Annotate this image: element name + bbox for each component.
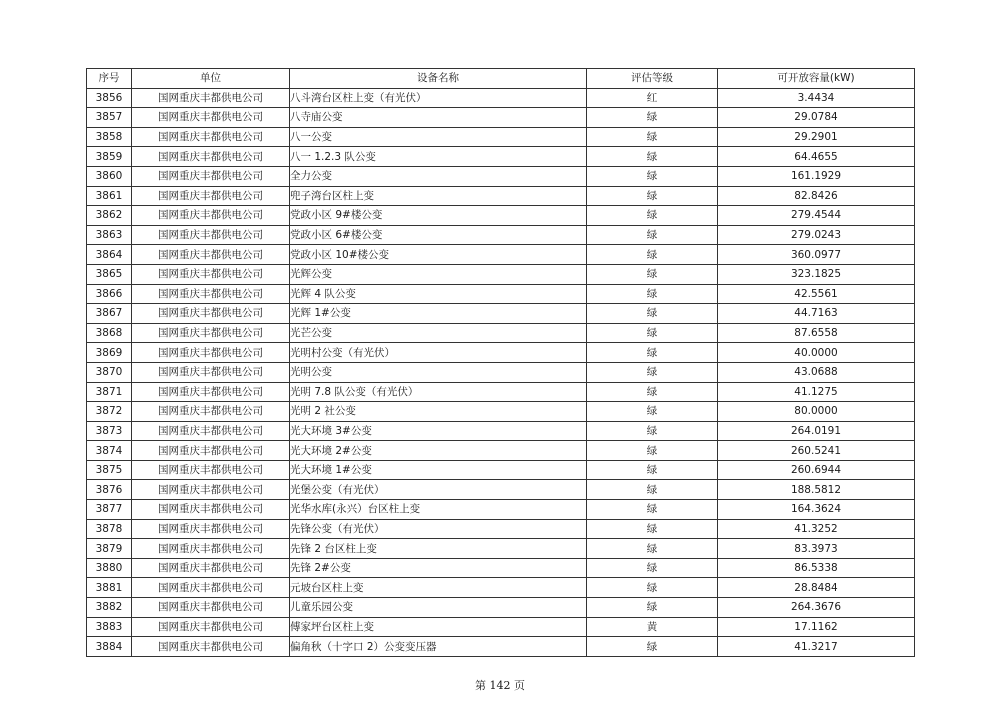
cell-grade: 绿: [587, 441, 718, 461]
cell-capacity: 40.0000: [718, 343, 915, 363]
table-row: [87, 500, 915, 520]
table-row: [87, 460, 915, 480]
cell-unit: 国网重庆丰都供电公司: [132, 166, 290, 186]
cell-unit: 国网重庆丰都供电公司: [132, 500, 290, 520]
cell-device-name: 光堡公变（有光伏）: [290, 480, 587, 500]
cell-unit: 国网重庆丰都供电公司: [132, 382, 290, 402]
cell-unit: 国网重庆丰都供电公司: [132, 598, 290, 618]
cell-capacity: 29.0784: [718, 108, 915, 128]
cell-grade: 绿: [587, 578, 718, 598]
table-row: [87, 441, 915, 461]
cell-capacity: 41.3252: [718, 519, 915, 539]
cell-no: 3880: [87, 558, 132, 578]
cell-capacity: 279.0243: [718, 225, 915, 245]
table-row: [87, 264, 915, 284]
page-number: 第 142 页: [475, 679, 525, 692]
table-row: [87, 382, 915, 402]
cell-capacity: 279.4544: [718, 206, 915, 226]
cell-device-name: 光辉 1#公变: [290, 304, 587, 324]
cell-device-name: 光明村公变（有光伏）: [290, 343, 587, 363]
cell-device-name: 八寺庙公变: [290, 108, 587, 128]
cell-unit: 国网重庆丰都供电公司: [132, 637, 290, 657]
cell-device-name: 全力公变: [290, 166, 587, 186]
cell-grade: 绿: [587, 186, 718, 206]
cell-no: 3872: [87, 402, 132, 422]
table-header-row: [87, 69, 915, 89]
table-row: [87, 127, 915, 147]
table-row: [87, 519, 915, 539]
cell-capacity: 83.3973: [718, 539, 915, 559]
cell-no: 3858: [87, 127, 132, 147]
cell-unit: 国网重庆丰都供电公司: [132, 304, 290, 324]
cell-no: 3878: [87, 519, 132, 539]
cell-no: 3857: [87, 108, 132, 128]
table-row: [87, 206, 915, 226]
cell-unit: 国网重庆丰都供电公司: [132, 225, 290, 245]
table-row: [87, 402, 915, 422]
table-row: [87, 578, 915, 598]
table-row: [87, 558, 915, 578]
cell-unit: 国网重庆丰都供电公司: [132, 460, 290, 480]
cell-grade: 绿: [587, 637, 718, 657]
cell-no: 3875: [87, 460, 132, 480]
header-grade: 评估等级: [587, 69, 718, 89]
cell-no: 3862: [87, 206, 132, 226]
cell-grade: 绿: [587, 323, 718, 343]
cell-grade: 绿: [587, 225, 718, 245]
table-row: [87, 284, 915, 304]
cell-device-name: 光明 7.8 队公变（有光伏）: [290, 382, 587, 402]
cell-no: 3859: [87, 147, 132, 167]
cell-unit: 国网重庆丰都供电公司: [132, 88, 290, 108]
cell-grade: 绿: [587, 382, 718, 402]
cell-device-name: 党政小区 6#楼公变: [290, 225, 587, 245]
cell-unit: 国网重庆丰都供电公司: [132, 421, 290, 441]
table-row: [87, 186, 915, 206]
table-row: [87, 225, 915, 245]
cell-device-name: 党政小区 9#楼公变: [290, 206, 587, 226]
cell-no: 3866: [87, 284, 132, 304]
cell-grade: 绿: [587, 421, 718, 441]
table-row: [87, 362, 915, 382]
cell-no: 3860: [87, 166, 132, 186]
cell-device-name: 光芒公变: [290, 323, 587, 343]
cell-grade: 绿: [587, 500, 718, 520]
cell-capacity: 80.0000: [718, 402, 915, 422]
cell-unit: 国网重庆丰都供电公司: [132, 127, 290, 147]
cell-grade: 绿: [587, 127, 718, 147]
cell-capacity: 260.6944: [718, 460, 915, 480]
cell-capacity: 43.0688: [718, 362, 915, 382]
cell-no: 3881: [87, 578, 132, 598]
cell-capacity: 87.6558: [718, 323, 915, 343]
cell-no: 3870: [87, 362, 132, 382]
cell-capacity: 82.8426: [718, 186, 915, 206]
cell-grade: 绿: [587, 166, 718, 186]
table-row: [87, 617, 915, 637]
cell-no: 3879: [87, 539, 132, 559]
cell-no: 3861: [87, 186, 132, 206]
cell-unit: 国网重庆丰都供电公司: [132, 539, 290, 559]
cell-unit: 国网重庆丰都供电公司: [132, 147, 290, 167]
cell-unit: 国网重庆丰都供电公司: [132, 402, 290, 422]
table-body: [87, 88, 915, 656]
cell-grade: 绿: [587, 480, 718, 500]
cell-grade: 红: [587, 88, 718, 108]
cell-unit: 国网重庆丰都供电公司: [132, 519, 290, 539]
table-row: [87, 480, 915, 500]
cell-unit: 国网重庆丰都供电公司: [132, 558, 290, 578]
table-row: [87, 421, 915, 441]
cell-capacity: 323.1825: [718, 264, 915, 284]
cell-no: 3865: [87, 264, 132, 284]
cell-unit: 国网重庆丰都供电公司: [132, 264, 290, 284]
cell-capacity: 42.5561: [718, 284, 915, 304]
header-no: 序号: [87, 69, 132, 89]
cell-grade: 绿: [587, 598, 718, 618]
cell-no: 3869: [87, 343, 132, 363]
cell-unit: 国网重庆丰都供电公司: [132, 206, 290, 226]
cell-grade: 绿: [587, 304, 718, 324]
cell-capacity: 260.5241: [718, 441, 915, 461]
cell-device-name: 兜子湾台区柱上变: [290, 186, 587, 206]
cell-grade: 绿: [587, 264, 718, 284]
cell-device-name: 光明 2 社公变: [290, 402, 587, 422]
cell-device-name: 先锋公变（有光伏）: [290, 519, 587, 539]
cell-capacity: 28.8484: [718, 578, 915, 598]
header-unit: 单位: [132, 69, 290, 89]
table-row: [87, 166, 915, 186]
cell-grade: 绿: [587, 402, 718, 422]
table-row: [87, 323, 915, 343]
table-row: [87, 147, 915, 167]
header-device: 设备名称: [290, 69, 587, 89]
capacity-table: [86, 68, 915, 657]
table-row: [87, 598, 915, 618]
cell-grade: 黄: [587, 617, 718, 637]
cell-grade: 绿: [587, 539, 718, 559]
cell-no: 3876: [87, 480, 132, 500]
cell-grade: 绿: [587, 343, 718, 363]
table-row: [87, 245, 915, 265]
cell-capacity: 41.3217: [718, 637, 915, 657]
table-row: [87, 88, 915, 108]
cell-grade: 绿: [587, 206, 718, 226]
cell-unit: 国网重庆丰都供电公司: [132, 343, 290, 363]
cell-unit: 国网重庆丰都供电公司: [132, 362, 290, 382]
cell-capacity: 86.5338: [718, 558, 915, 578]
cell-no: 3867: [87, 304, 132, 324]
table-row: [87, 304, 915, 324]
cell-capacity: 29.2901: [718, 127, 915, 147]
cell-device-name: 八一 1.2.3 队公变: [290, 147, 587, 167]
cell-unit: 国网重庆丰都供电公司: [132, 245, 290, 265]
cell-capacity: 164.3624: [718, 500, 915, 520]
cell-grade: 绿: [587, 558, 718, 578]
cell-device-name: 傅家坪台区柱上变: [290, 617, 587, 637]
cell-unit: 国网重庆丰都供电公司: [132, 480, 290, 500]
cell-no: 3871: [87, 382, 132, 402]
cell-capacity: 161.1929: [718, 166, 915, 186]
cell-no: 3868: [87, 323, 132, 343]
cell-no: 3856: [87, 88, 132, 108]
cell-grade: 绿: [587, 519, 718, 539]
cell-no: 3873: [87, 421, 132, 441]
cell-grade: 绿: [587, 362, 718, 382]
cell-device-name: 光辉公变: [290, 264, 587, 284]
cell-device-name: 光明公变: [290, 362, 587, 382]
cell-no: 3874: [87, 441, 132, 461]
cell-capacity: 41.1275: [718, 382, 915, 402]
cell-device-name: 党政小区 10#楼公变: [290, 245, 587, 265]
cell-unit: 国网重庆丰都供电公司: [132, 284, 290, 304]
cell-no: 3863: [87, 225, 132, 245]
cell-capacity: 64.4655: [718, 147, 915, 167]
cell-capacity: 17.1162: [718, 617, 915, 637]
cell-device-name: 先锋 2 台区柱上变: [290, 539, 587, 559]
cell-no: 3864: [87, 245, 132, 265]
cell-device-name: 光华水库(永兴）台区柱上变: [290, 500, 587, 520]
cell-no: 3877: [87, 500, 132, 520]
cell-unit: 国网重庆丰都供电公司: [132, 108, 290, 128]
cell-device-name: 光辉 4 队公变: [290, 284, 587, 304]
cell-device-name: 元坡台区柱上变: [290, 578, 587, 598]
cell-device-name: 儿童乐园公变: [290, 598, 587, 618]
cell-grade: 绿: [587, 108, 718, 128]
cell-no: 3883: [87, 617, 132, 637]
cell-unit: 国网重庆丰都供电公司: [132, 578, 290, 598]
cell-no: 3882: [87, 598, 132, 618]
table-row: [87, 539, 915, 559]
cell-device-name: 先锋 2#公变: [290, 558, 587, 578]
cell-device-name: 光大环境 1#公变: [290, 460, 587, 480]
cell-capacity: 3.4434: [718, 88, 915, 108]
cell-grade: 绿: [587, 284, 718, 304]
header-capacity: 可开放容量(kW): [718, 69, 915, 89]
table-row: [87, 637, 915, 657]
cell-device-name: 偏角秋（十字口 2）公变变压器: [290, 637, 587, 657]
cell-capacity: 264.3676: [718, 598, 915, 618]
cell-unit: 国网重庆丰都供电公司: [132, 323, 290, 343]
cell-device-name: 八斗湾台区柱上变（有光伏）: [290, 88, 587, 108]
cell-grade: 绿: [587, 147, 718, 167]
cell-device-name: 光大环境 3#公变: [290, 421, 587, 441]
cell-capacity: 360.0977: [718, 245, 915, 265]
cell-device-name: 光大环境 2#公变: [290, 441, 587, 461]
table-row: [87, 343, 915, 363]
cell-unit: 国网重庆丰都供电公司: [132, 186, 290, 206]
cell-capacity: 44.7163: [718, 304, 915, 324]
cell-grade: 绿: [587, 460, 718, 480]
cell-unit: 国网重庆丰都供电公司: [132, 617, 290, 637]
cell-grade: 绿: [587, 245, 718, 265]
table-row: [87, 108, 915, 128]
cell-no: 3884: [87, 637, 132, 657]
cell-unit: 国网重庆丰都供电公司: [132, 441, 290, 461]
cell-device-name: 八一公变: [290, 127, 587, 147]
cell-capacity: 188.5812: [718, 480, 915, 500]
cell-capacity: 264.0191: [718, 421, 915, 441]
